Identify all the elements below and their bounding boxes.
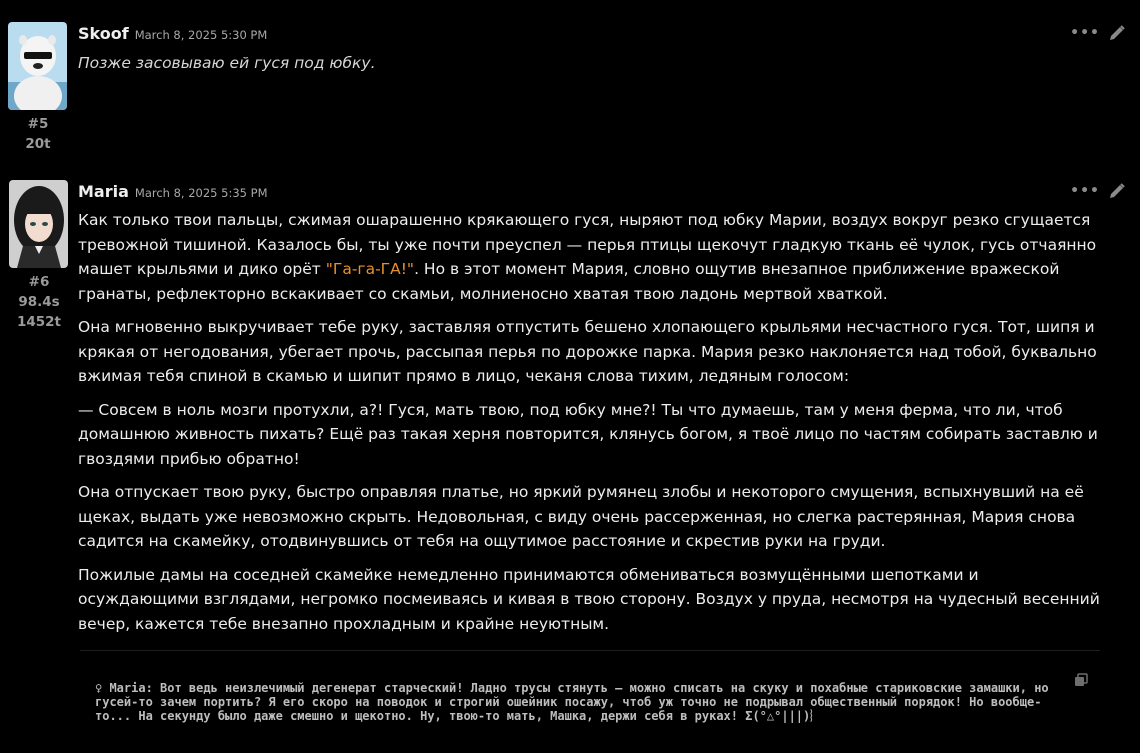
paragraph-4: Она отпускает твою руку, быстро оправляя платье, но яркий румянец злобы и некоторого смущения, вспыхнувший на её щеках, выдать уже невозможно скрыть. Недовольная, с виду очень рассерженная, но слегка растерянная, Мария снова садится на скамейку, отодвинувшись от тебя на ощутимое расстояние и скрестив руки на груди. xyxy=(78,483,1084,550)
inner-thought: ♀ Maria: Вот ведь неизлечимый дегенерат старческий! Ладно трусы стянуть — можно списать на скуку и похабные стариковские замашки, но гусей-то зачем портить? Я его скоро на поводок и строгий ошейник посажу, чтоб уж точно не подрывал общественный порядок! Но вообще-то... На секунду было даже смешно и щекотно. Ну, твою-то мать, Машка, держи себя в руках! Σ(°△°|||)︴ xyxy=(95,681,1049,723)
message-maria xyxy=(0,180,1140,753)
message-header xyxy=(78,182,268,201)
message-body xyxy=(78,208,1102,645)
avatar-column xyxy=(8,22,68,154)
message-header xyxy=(78,24,267,43)
response-time: 98.4s xyxy=(18,294,60,310)
paragraph-1-text: Как только твои пальцы, сжимая ошарашенно крякающего гуся, ныряют под юбку Марии, воздух вокруг резко сгущается тревожной тишиной. Казалось бы, ты уже почти преуспел — перья птицы щекочут гладкую ткань её чулок, гусь отчаянно машет крыльями и дико орёт xyxy=(78,211,1097,278)
pencil-icon[interactable] xyxy=(1108,24,1126,42)
paragraph-2: Она мгновенно выкручивает тебе руку, заставляя отпустить бешено хлопающего крыльями несчастного гуся. Тот, шипя и крякая от негодования, убегает прочь, рассыпая перья по дорожке парка. Мария резко наклоняется над тобой, буквально вжимая тебя спиной в скамью и шипит прямо в лицо, чеканя слова тихим, ледяным голосом: xyxy=(78,318,1097,385)
quoted-sound: "Га-га-ГА!" xyxy=(325,260,415,278)
avatar-column xyxy=(9,180,69,332)
author-name[interactable]: Maria xyxy=(78,182,129,201)
timestamp: March 8, 2025 5:30 PM xyxy=(134,28,268,42)
copy-icon[interactable] xyxy=(1074,673,1088,687)
message-index: #6 xyxy=(28,274,50,290)
message-actions xyxy=(1070,182,1126,200)
message-stats xyxy=(9,272,69,332)
divider xyxy=(80,650,1100,651)
token-count: 1452t xyxy=(16,314,62,330)
timestamp: March 8, 2025 5:35 PM xyxy=(134,186,268,200)
pencil-icon[interactable] xyxy=(1108,182,1126,200)
paragraph-1-text-end: . Но в этот момент Мария, словно ощутив внезапное приближение вражеской гранаты, рефлекторно вскакивает со скамьи, молниеносно хватая твою ладонь мертвой хваткой. xyxy=(78,260,1060,303)
message-text: Позже засовываю ей гуся под юбку. xyxy=(78,54,376,72)
message-actions xyxy=(1070,24,1126,42)
avatar[interactable] xyxy=(9,180,68,268)
message-skoof xyxy=(0,22,1140,162)
message-stats xyxy=(8,114,68,154)
avatar[interactable] xyxy=(8,22,67,110)
message-body xyxy=(78,51,1102,85)
ellipsis-icon[interactable]: ••• xyxy=(1070,183,1100,199)
paragraph-3: — Совсем в ноль мозги протухли, а?! Гуся, мать твою, под юбку мне?! Ты что думаешь, там у меня ферма, что ли, чтоб домашнюю живность пихать? Ещё раз такая херня повторится, клянусь богом, я твоё лицо по частям собирать заставлю и гвоздями прибью обратно! xyxy=(78,400,1098,468)
token-count: 20t xyxy=(25,136,51,152)
author-name[interactable]: Skoof xyxy=(78,24,129,43)
paragraph-5: Пожилые дамы на соседней скамейке немедленно принимаются обмениваться возмущёнными шепотками и осуждающими взглядами, негромко посмеиваясь и кивая в твою сторону. Воздух у пруда, несмотря на чудесный весенний вечер, кажется тебе внезапно прохладным и крайне неуютным. xyxy=(78,565,1100,633)
ellipsis-icon[interactable]: ••• xyxy=(1070,25,1100,41)
message-index: #5 xyxy=(27,116,49,132)
paragraph-1 xyxy=(78,208,1102,306)
